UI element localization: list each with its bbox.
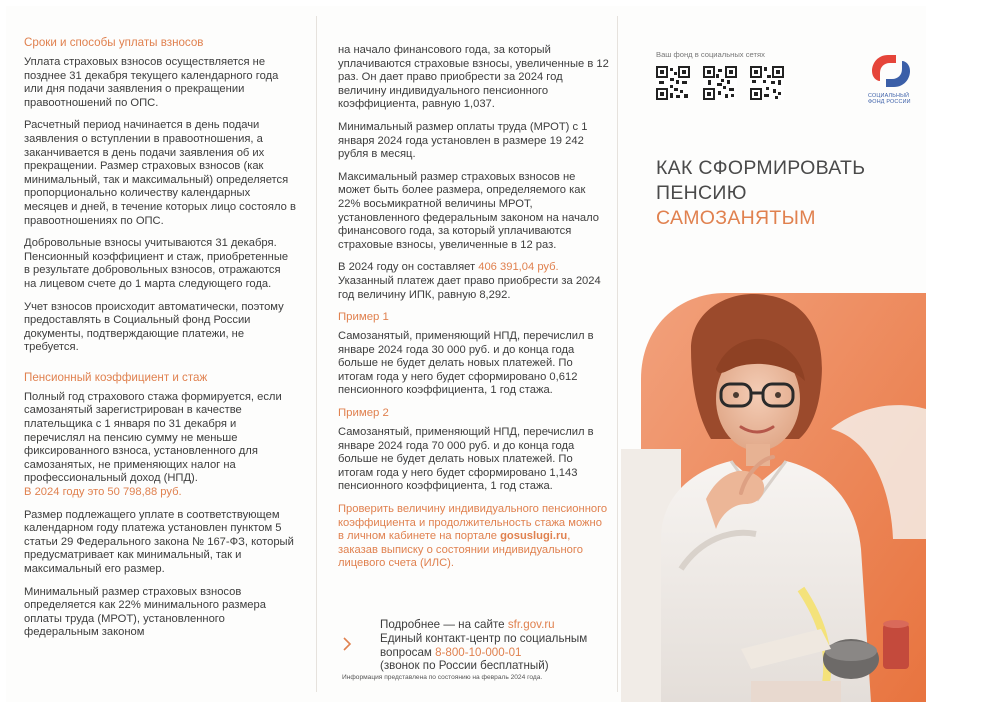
paragraph: Минимальный размер страховых взносов определяется как 22% минимального размера оплаты труда (МРОТ), установленного федеральным законом — [24, 585, 266, 639]
paragraph: Учет взносов происходит автоматически, поэтому предоставлять в Социальный фонд России документы, подтверждающие платежи, не требуется. — [24, 300, 284, 354]
title-line-accent: САМОЗАНЯТЫМ — [656, 207, 816, 229]
paragraph: Уплата страховых взносов осуществляется не позднее 31 декабря текущего календарного года или дня подачи заявления о прекращении правоотношений по ОПС. — [24, 56, 279, 109]
qr-code-icon[interactable] — [750, 66, 784, 100]
contact-block — [338, 618, 610, 673]
chevron-right-icon — [342, 636, 352, 656]
title-line: КАК СФОРМИРОВАТЬ — [656, 157, 866, 179]
more-label: Подробнее — на сайте — [380, 618, 508, 631]
section-title-payment: Сроки и способы уплаты взносов — [24, 36, 204, 49]
logo-line: СОЦИАЛЬНЫЙ — [868, 93, 910, 99]
example-2-title: Пример 2 — [338, 407, 389, 420]
paragraph-text: , заказав выписку о состоянии индивидуального лицевого счета (ИЛС). — [338, 530, 583, 570]
paragraph-text: В 2024 году он составляет — [338, 261, 479, 274]
fixed-payment-highlight: В 2024 году это 50 798,88 руб. — [24, 486, 182, 499]
cover-column — [621, 6, 926, 702]
paragraph-text: Указанный платеж дает право приобрести за 2024 год величину ИПК, равную 8,292. — [338, 274, 601, 301]
paragraph-text: Проверить величину индивидуального пенсионного коэффициента и продолжительность стажа можно в личном кабинете на портале — [338, 503, 608, 543]
social-caption: Ваш фонд в социальных сетях — [656, 50, 765, 59]
paragraph: Расчетный период начинается в день подачи заявления о вступлении в правоотношения, а заканчивается в день подачи заявления об их прекращении. Размер страховых взносов (как минимальный, так и максимальный) определяется пропорционально количеству календарных месяцев и дней, в течение которых лицо состояло в правоотношениях по ОПС. — [24, 119, 296, 227]
example-1-text: Самозанятый, применяющий НПД, перечислил в январе 2024 года 30 000 руб. и до конца года больше не будет делать новых платежей. По итогам года у него будет сформировано 0,612 пенсионного коэффициента, 1 год стажа. — [338, 330, 594, 397]
sfr-site-link[interactable]: sfr.gov.ru — [507, 618, 555, 631]
fold-line — [617, 16, 618, 692]
phone-number[interactable]: 8-800-10-000-01 — [435, 645, 522, 659]
left-column — [24, 6, 296, 702]
brochure-sheet — [6, 6, 926, 702]
paragraph: на начало финансового года, за который уплачиваются страховые взносы, увеличенные в 12 раз. Он дает право приобрести за 2024 год величину индивидуального пенсионного коэффициента, равную 1,037. — [338, 44, 609, 111]
qr-code-icon[interactable] — [703, 66, 737, 100]
cover-title — [656, 156, 865, 231]
cover-photo — [621, 289, 926, 702]
fold-line — [316, 16, 317, 692]
check-coefficient-text — [338, 503, 610, 571]
logo-line: ФОНД РОССИИ — [868, 99, 911, 106]
middle-column — [338, 6, 610, 702]
section-title-coefficient: Пенсионный коэффициент и стаж — [24, 370, 208, 384]
paragraph — [24, 391, 296, 500]
max-payment-amount: 406 391,04 руб. — [478, 261, 559, 274]
example-2-text: Самозанятый, применяющий НПД, перечислил в январе 2024 года 70 000 руб. и до конца года больше не будет делать новых платежей. По итогам года у него будет сформировано 1,143 пенсионного коэффициента, 1 год стажа. — [338, 426, 594, 493]
paragraph-text: Полный год страхового стажа формируется, если самозанятый зарегистрирован в качестве плательщика с 1 января по 31 декабря и перечислял на пенсию сумму не меньше фиксированного взноса, установленного для самозанятых, не применяющих налог на профессиональный доход (НПД). — [24, 390, 282, 485]
logo-text — [868, 93, 911, 105]
paragraph: Максимальный размер страховых взносов не может быть более размера, определяемого как 22% восьмикратной величины МРОТ, установленного федеральным законом на начало финансового года, за который уплачиваются страховые взносы, увеличенные в 12 раз. — [338, 170, 599, 251]
contact-center-label: Единый контакт-центр по социальным вопросам — [380, 631, 588, 659]
paragraph: Добровольные взносы учитываются 31 декабря. Пенсионный коэффициент и стаж, приобретенные в результате добровольных взносов, отражаются на лицевом счете до 1 марта следующего года. — [24, 237, 289, 290]
paragraph: Размер подлежащего уплате в соответствующем календарном году платежа установлен пунктом 5 статьи 29 Федерального закона № 167-ФЗ, который предусматривает как минимальный, так и максимальный его размер. — [24, 508, 294, 575]
footnote: Информация представлена по состоянию на февраль 2024 года. — [342, 674, 543, 681]
sfr-logo-icon — [868, 51, 914, 91]
gosuslugi-link[interactable]: gosuslugi.ru — [500, 530, 568, 543]
phone-note: (звонок по России бесплатный) — [380, 659, 549, 673]
example-1-title: Пример 1 — [338, 311, 389, 324]
paragraph: Минимальный размер оплаты труда (МРОТ) с 1 января 2024 года установлен в размере 19 242 рубля в месяц. — [338, 120, 588, 161]
contact-text — [380, 618, 610, 673]
paragraph — [338, 261, 610, 302]
qr-code-icon[interactable] — [656, 66, 690, 100]
title-line: ПЕНСИЮ — [656, 182, 747, 204]
